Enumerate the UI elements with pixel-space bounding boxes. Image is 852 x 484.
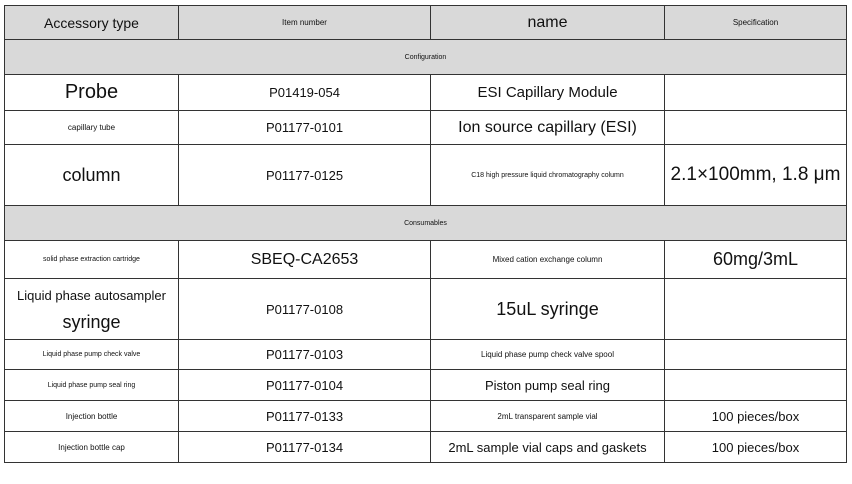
- name-cell: 15uL syringe: [431, 279, 665, 340]
- specification-cell: 100 pieces/box: [665, 401, 847, 432]
- name-cell: ESI Capillary Module: [431, 75, 665, 111]
- section-label: Consumables: [5, 206, 847, 241]
- specification-cell: [665, 279, 847, 340]
- specification-cell: [665, 111, 847, 145]
- item-number-cell: P01177-0133: [179, 401, 431, 432]
- name-cell: 2mL transparent sample vial: [431, 401, 665, 432]
- accessory-type-cell: column: [5, 145, 179, 206]
- item-number-cell: P01177-0101: [179, 111, 431, 145]
- name-cell: Piston pump seal ring: [431, 370, 665, 401]
- table-row: [5, 241, 847, 279]
- accessory-type-cell: [5, 279, 179, 340]
- item-number-cell: P01177-0134: [179, 432, 431, 463]
- accessory-type-cell: Probe: [5, 75, 179, 111]
- accessory-type-cell: Injection bottle: [5, 401, 179, 432]
- accessory-type-line-1: Liquid phase autosampler: [17, 288, 166, 303]
- table-row: [5, 279, 847, 340]
- specification-cell: 2.1×100mm, 1.8 μm: [665, 145, 847, 206]
- section-row-configuration: [5, 40, 847, 75]
- item-number-cell: P01177-0103: [179, 340, 431, 370]
- section-row-consumables: [5, 206, 847, 241]
- table-row: [5, 340, 847, 370]
- header-accessory-type: Accessory type: [5, 6, 179, 40]
- accessory-table: [4, 5, 847, 463]
- table-row: [5, 401, 847, 432]
- item-number-cell: P01177-0125: [179, 145, 431, 206]
- table-row: [5, 75, 847, 111]
- specification-cell: [665, 75, 847, 111]
- header-item-number: Item number: [179, 6, 431, 40]
- specification-cell: 100 pieces/box: [665, 432, 847, 463]
- name-cell: Liquid phase pump check valve spool: [431, 340, 665, 370]
- specification-cell: [665, 340, 847, 370]
- name-cell: Mixed cation exchange column: [431, 241, 665, 279]
- accessory-type-line-2: syringe: [62, 312, 121, 332]
- accessory-type-cell: Injection bottle cap: [5, 432, 179, 463]
- table-row: [5, 111, 847, 145]
- accessory-type-cell: solid phase extraction cartridge: [5, 241, 179, 279]
- item-number-cell: P01177-0104: [179, 370, 431, 401]
- specification-cell: 60mg/3mL: [665, 241, 847, 279]
- accessory-type-cell: Liquid phase pump seal ring: [5, 370, 179, 401]
- name-cell: C18 high pressure liquid chromatography column: [431, 145, 665, 206]
- name-cell: 2mL sample vial caps and gaskets: [431, 432, 665, 463]
- accessory-type-cell: Liquid phase pump check valve: [5, 340, 179, 370]
- table-row: [5, 370, 847, 401]
- section-label: Configuration: [5, 40, 847, 75]
- item-number-cell: SBEQ-CA2653: [179, 241, 431, 279]
- table-header-row: [5, 6, 847, 40]
- table-row: [5, 145, 847, 206]
- accessory-type-cell: capillary tube: [5, 111, 179, 145]
- specification-cell: [665, 370, 847, 401]
- header-specification: Specification: [665, 6, 847, 40]
- item-number-cell: P01419-054: [179, 75, 431, 111]
- name-cell: Ion source capillary (ESI): [431, 111, 665, 145]
- header-name: name: [431, 6, 665, 40]
- table-row: [5, 432, 847, 463]
- item-number-cell: P01177-0108: [179, 279, 431, 340]
